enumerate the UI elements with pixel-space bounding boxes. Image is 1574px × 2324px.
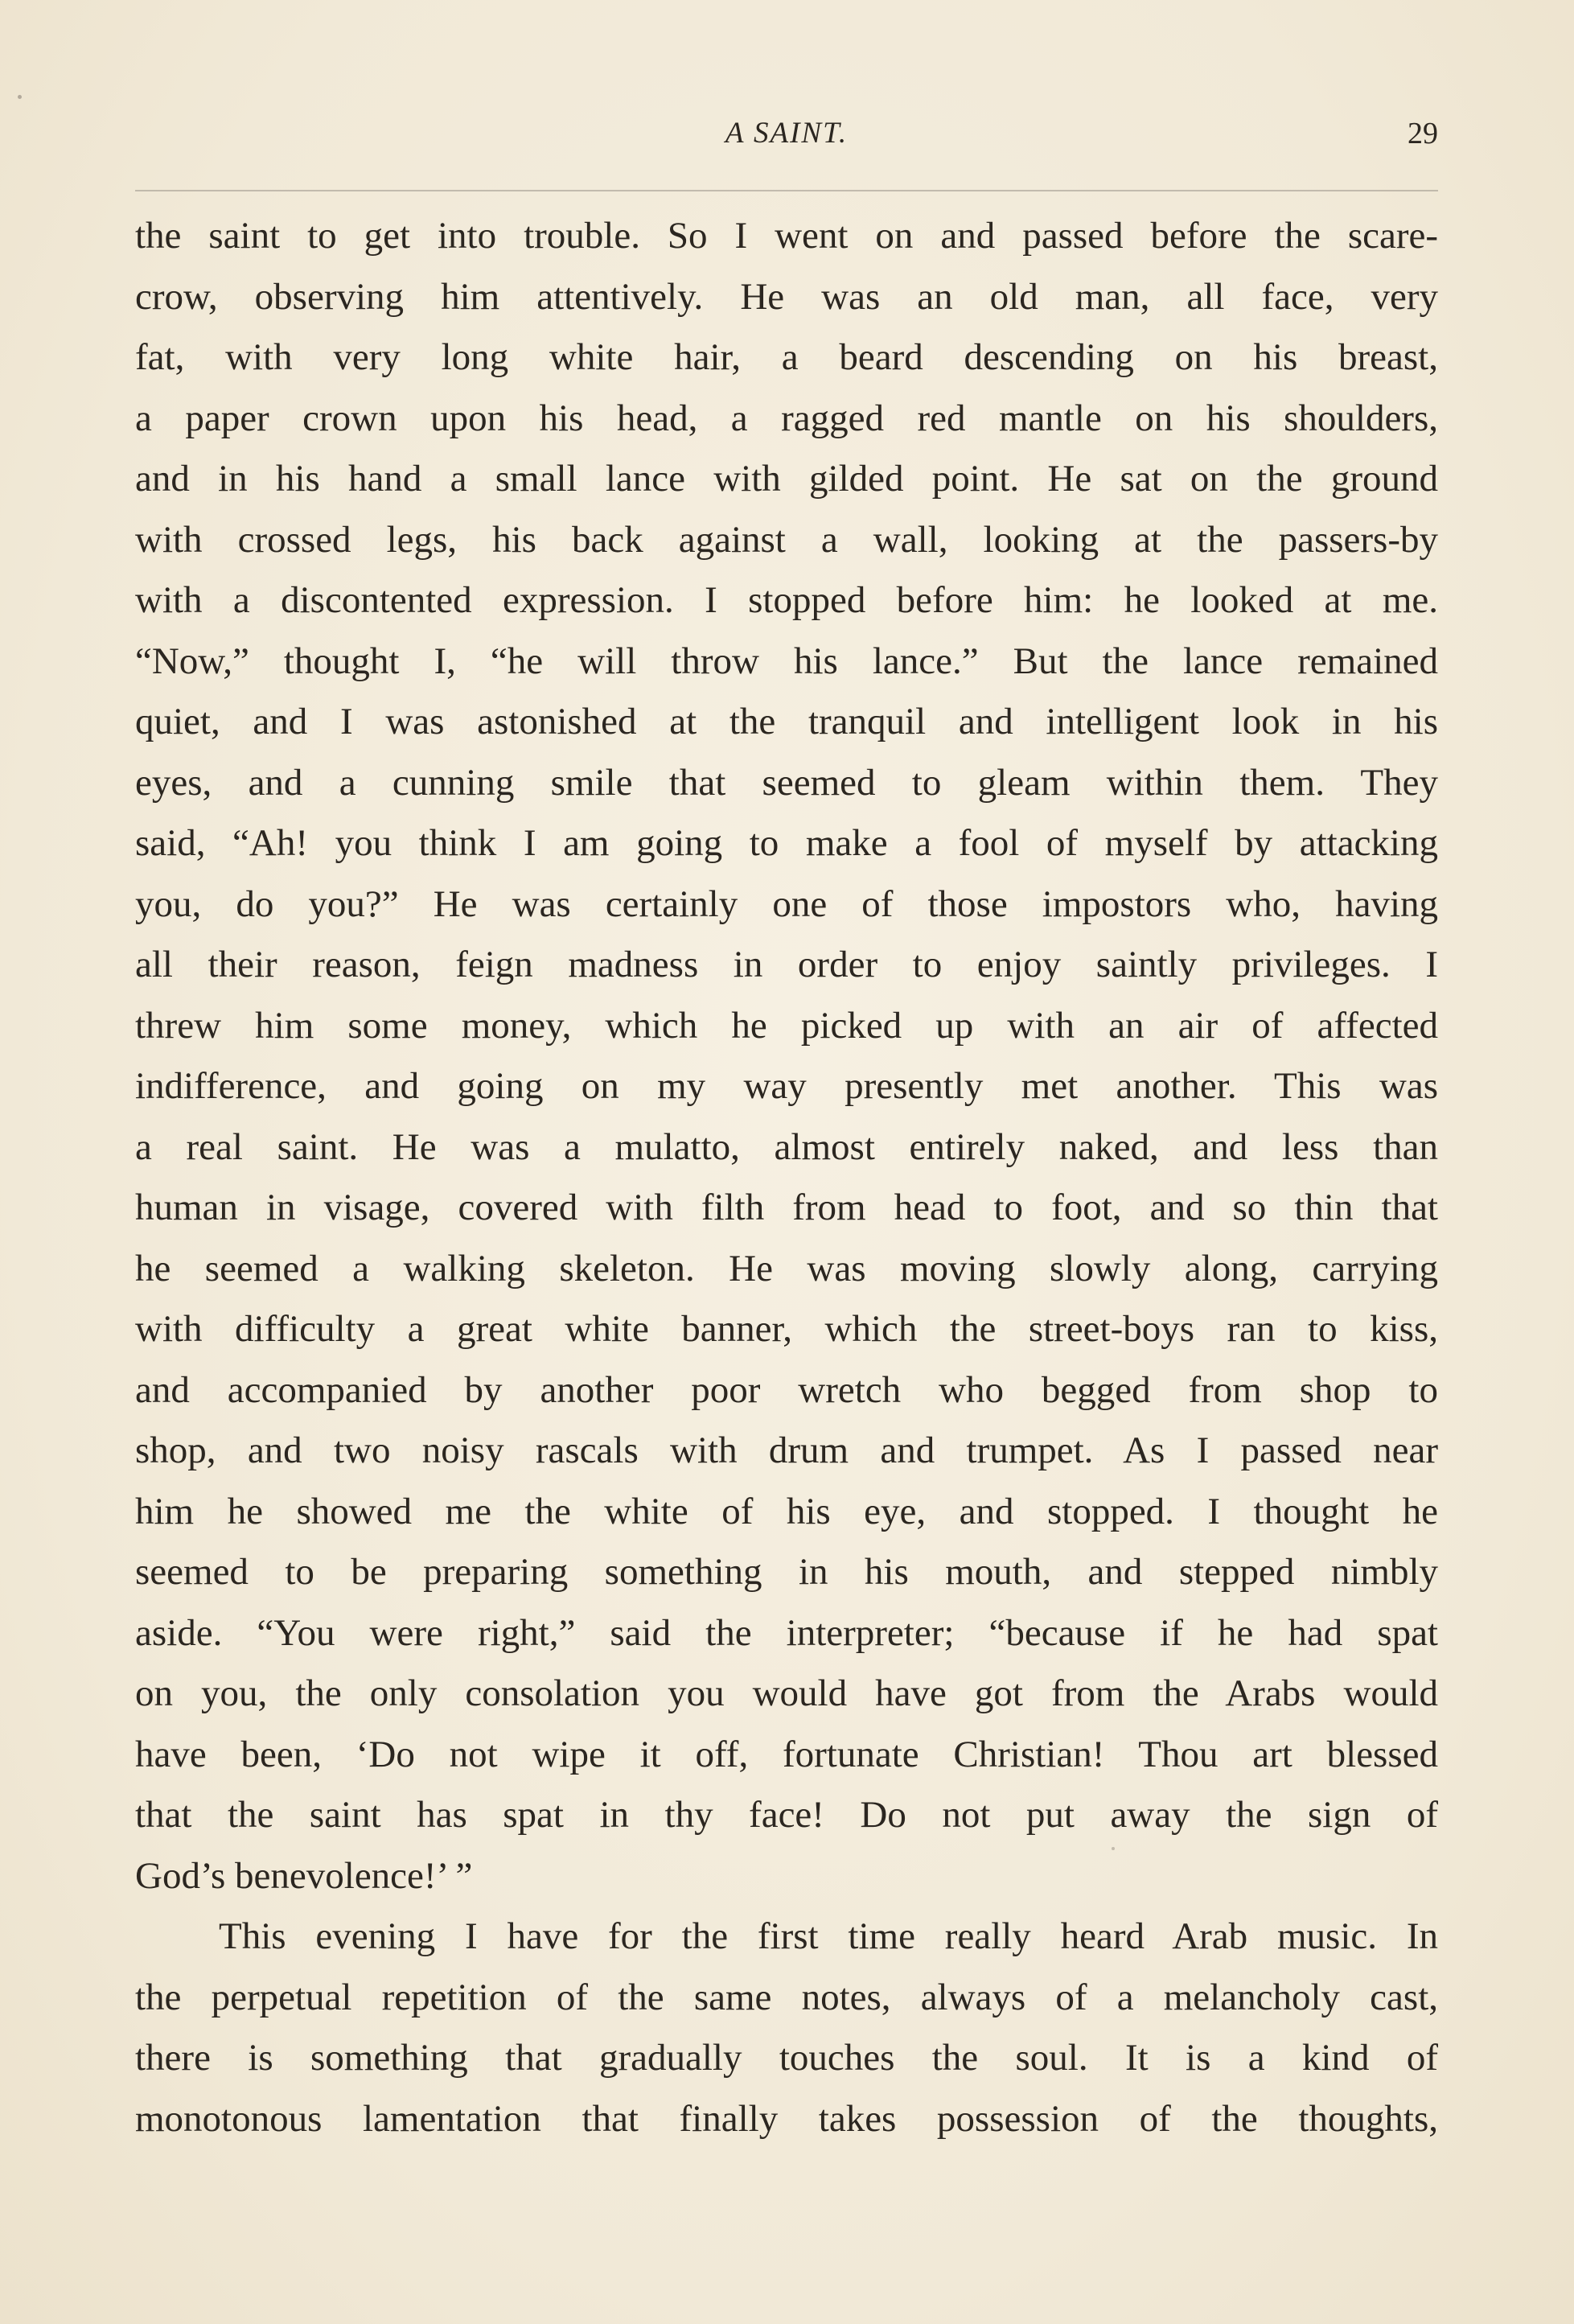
text-line: monotonous lamentation that finally takes possession of the thoughts, xyxy=(135,2097,1438,2140)
text-line: the perpetual repetition of the same notes, always of a melancholy cast, xyxy=(135,1976,1438,2018)
page-number: 29 xyxy=(1408,117,1438,150)
text-line: said, “Ah! you think I am going to make a fool of myself by attacking xyxy=(135,822,1438,864)
text-line: shop, and two noisy rascals with drum and trumpet. As I passed near xyxy=(135,1429,1438,1471)
text-line: seemed to be preparing something in his mouth, and stepped nimbly xyxy=(135,1551,1438,1593)
text-line: the saint to get into trouble. So I went on and passed before the scare- xyxy=(135,215,1438,257)
text-line: human in visage, covered with filth from head to foot, and so thin that xyxy=(135,1187,1438,1228)
text-line: you, do you?” He was certainly one of those impostors who, having xyxy=(135,882,1438,925)
running-head xyxy=(135,111,1438,156)
text-line: with crossed legs, his back against a wall, looking at the passers-by xyxy=(135,518,1438,561)
text-line: God’s benevolence!’ ” xyxy=(135,1854,473,1897)
text-line: on you, the only consolation you would have got from the Arabs would xyxy=(135,1672,1438,1714)
text-line: with difficulty a great white banner, which the street-boys ran to kiss, xyxy=(135,1308,1438,1350)
text-line: there is something that gradually touches the soul. It is a kind of xyxy=(135,2037,1438,2079)
text-line: have been, ‘Do not wipe it off, fortunate Christian! Thou art blessed xyxy=(135,1733,1438,1775)
text-line: all their reason, feign madness in order to enjoy saintly privileges. I xyxy=(135,944,1438,985)
margin-speck xyxy=(18,95,22,99)
text-line: a paper crown upon his head, a ragged red mantle on his shoulders, xyxy=(135,397,1438,439)
header-rule xyxy=(135,190,1438,191)
text-line: and accompanied by another poor wretch who begged from shop to xyxy=(135,1368,1438,1411)
text-line: him he showed me the white of his eye, and stopped. I thought he xyxy=(135,1490,1438,1532)
text-line: This evening I have for the first time really heard Arab music. In xyxy=(219,1915,1438,1957)
text-line: “Now,” thought I, “he will throw his lance.” But the lance remained xyxy=(135,640,1438,682)
text-line: a real saint. He was a mulatto, almost entirely naked, and less than xyxy=(135,1125,1438,1168)
running-title: A SAINT. xyxy=(725,117,849,150)
text-line: he seemed a walking skeleton. He was moving slowly along, carrying xyxy=(135,1247,1438,1290)
text-line: quiet, and I was astonished at the tranquil and intelligent look in his xyxy=(135,701,1438,742)
text-line: fat, with very long white hair, a beard descending on his breast, xyxy=(135,336,1438,378)
text-line: eyes, and a cunning smile that seemed to gleam within them. They xyxy=(135,761,1438,804)
text-line: indifference, and going on my way presently met another. This was xyxy=(135,1065,1438,1107)
text-line: with a discontented expression. I stopped before him: he looked at me. xyxy=(135,579,1438,621)
text-line: threw him some money, which he picked up with an air of affected xyxy=(135,1004,1438,1047)
text-line: crow, observing him attentively. He was an old man, all face, very xyxy=(135,275,1438,318)
text-line: and in his hand a small lance with gilded point. He sat on the ground xyxy=(135,458,1438,500)
body-text xyxy=(135,206,1438,2149)
text-line: that the saint has spat in thy face! Do not put away the sign of xyxy=(135,1794,1438,1836)
text-line: aside. “You were right,” said the interpreter; “because if he had spat xyxy=(135,1611,1438,1654)
